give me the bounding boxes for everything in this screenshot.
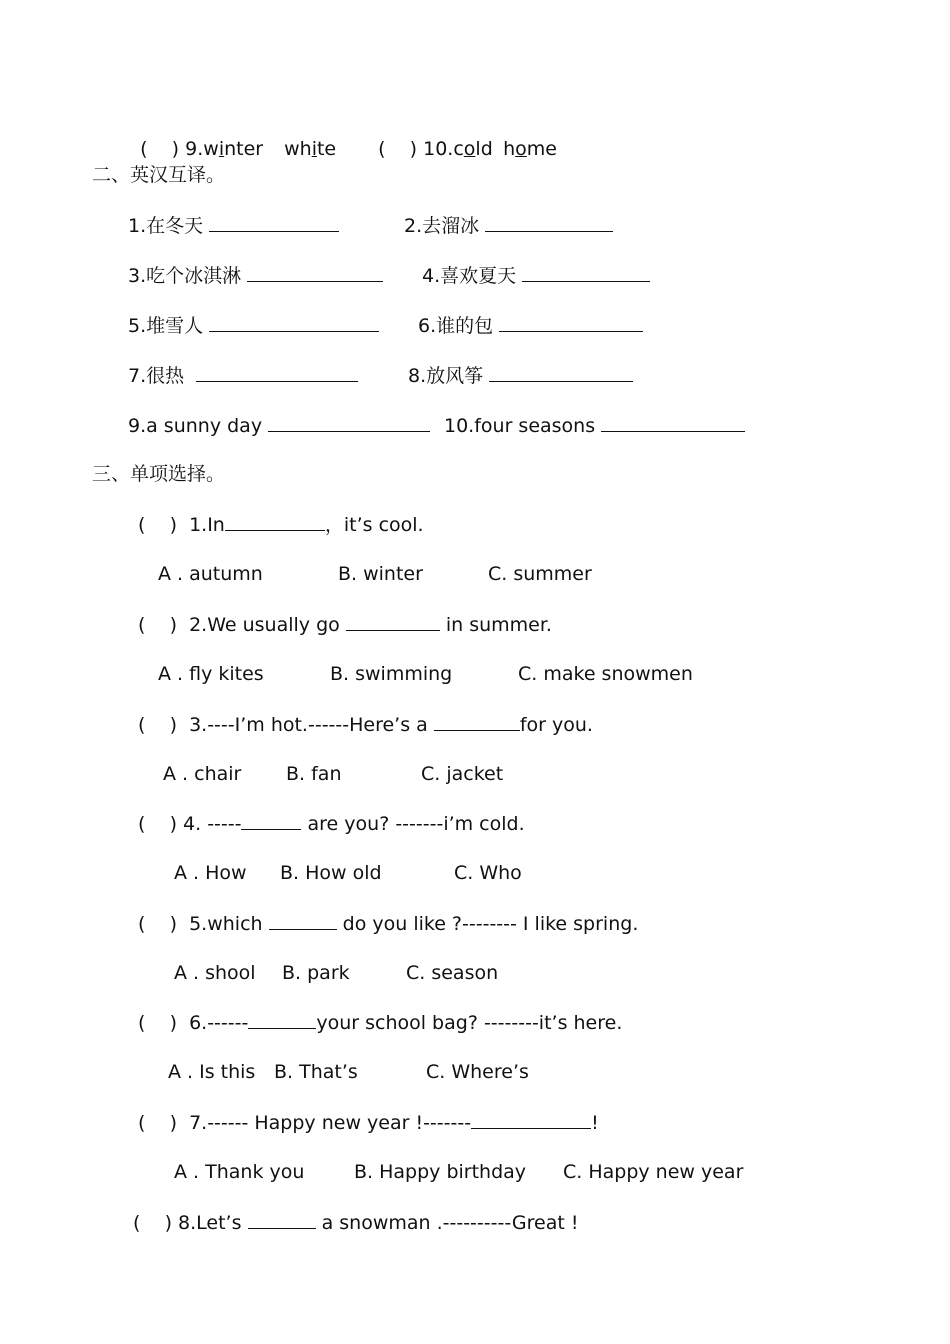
answer-blank[interactable] [471,1110,591,1129]
answer-paren[interactable]: ( ) [140,138,180,160]
answer-blank[interactable] [485,213,613,232]
choice-question-2: ( ) 2.We usually go in summer. [138,614,552,636]
question-10-word2: home [503,138,557,160]
option-a[interactable]: A . autumn [158,563,263,585]
choice-question-1: ( ) 1.In ，it’s cool. [138,514,424,536]
option-c[interactable]: C. make snowmen [518,663,693,685]
section-2-heading: 二、英汉互译。 [92,164,226,186]
option-b[interactable]: B. Happy birthday [354,1161,527,1183]
answer-paren[interactable]: ( ) [138,813,177,835]
choice-question-8: ( ) 8.Let’s a snowman .----------Great ! [133,1212,579,1234]
choice-question-4: ( ) 4. ----- are you? -------i’m cold. [138,813,525,835]
option-a[interactable]: A . fly kites [158,663,264,685]
option-c[interactable]: C. summer [488,563,592,585]
answer-blank[interactable] [269,911,337,930]
answer-blank[interactable] [434,712,520,731]
answer-blank[interactable] [522,263,650,282]
translation-item-9: 9.a sunny day [128,413,430,438]
choice-question-5: ( ) 5.which do you like ?-------- I like spring. [138,913,639,935]
option-b[interactable]: B. How old [280,862,382,884]
question-9-row: ( ) 9.winter [140,138,264,160]
option-a[interactable]: A . chair [163,763,242,785]
answer-blank[interactable] [268,413,430,432]
translation-item-8: 8.放风筝 [408,363,633,388]
answer-blank[interactable] [248,1210,316,1229]
option-a[interactable]: A . How [174,862,247,884]
option-a[interactable]: A . Is this [168,1061,256,1083]
answer-blank[interactable] [499,313,643,332]
answer-paren[interactable]: ( ) [138,1112,177,1134]
translation-item-10: 10.four seasons [444,413,745,438]
answer-blank[interactable] [196,363,358,382]
answer-blank[interactable] [346,612,440,631]
answer-paren[interactable]: ( ) [138,714,177,736]
answer-paren[interactable]: ( ) [133,1212,172,1234]
translation-item-5: 5.堆雪人 [128,313,379,338]
translation-item-4: 4.喜欢夏天 [422,263,650,288]
option-b[interactable]: B. That’s [274,1061,358,1083]
option-c[interactable]: C. season [406,962,499,984]
translation-item-2: 2.去溜冰 [404,213,613,238]
answer-paren[interactable]: ( ) [138,1012,177,1034]
answer-blank[interactable] [489,363,633,382]
answer-paren[interactable]: ( ) [138,913,177,935]
option-b[interactable]: B. swimming [330,663,453,685]
translation-item-6: 6.谁的包 [418,313,643,338]
translation-item-7: 7.很热 [128,363,358,388]
option-b[interactable]: B. fan [286,763,342,785]
answer-blank[interactable] [241,811,301,830]
answer-blank[interactable] [247,263,383,282]
answer-paren[interactable]: ( ) [138,614,177,636]
answer-blank[interactable] [225,512,325,531]
option-c[interactable]: C. Who [454,862,522,884]
answer-paren[interactable]: ( ) [138,514,177,536]
answer-blank[interactable] [209,213,339,232]
choice-question-3: ( ) 3.----I’m hot.------Here’s a for you. [138,714,593,736]
answer-blank[interactable] [601,413,745,432]
option-a[interactable]: A . Thank you [174,1161,305,1183]
option-b[interactable]: B. park [282,962,350,984]
translation-item-1: 1.在冬天 [128,213,339,238]
option-a[interactable]: A . shool [174,962,256,984]
answer-paren[interactable]: ( ) [378,138,418,160]
option-c[interactable]: C. jacket [421,763,504,785]
choice-question-6: ( ) 6.------ your school bag? --------it’s here. [138,1012,623,1034]
option-c[interactable]: C. Where’s [426,1061,529,1083]
option-b[interactable]: B. winter [338,563,423,585]
question-10-row: ( ) 10.cold [378,138,493,160]
choice-question-7: ( ) 7.------ Happy new year !------- ! [138,1112,599,1134]
option-c[interactable]: C. Happy new year [563,1161,744,1183]
section-3-heading: 三、单项选择。 [92,463,226,485]
question-9-word2: white [284,138,337,160]
answer-blank[interactable] [209,313,379,332]
answer-blank[interactable] [248,1010,316,1029]
translation-item-3: 3.吃个冰淇淋 [128,263,383,288]
